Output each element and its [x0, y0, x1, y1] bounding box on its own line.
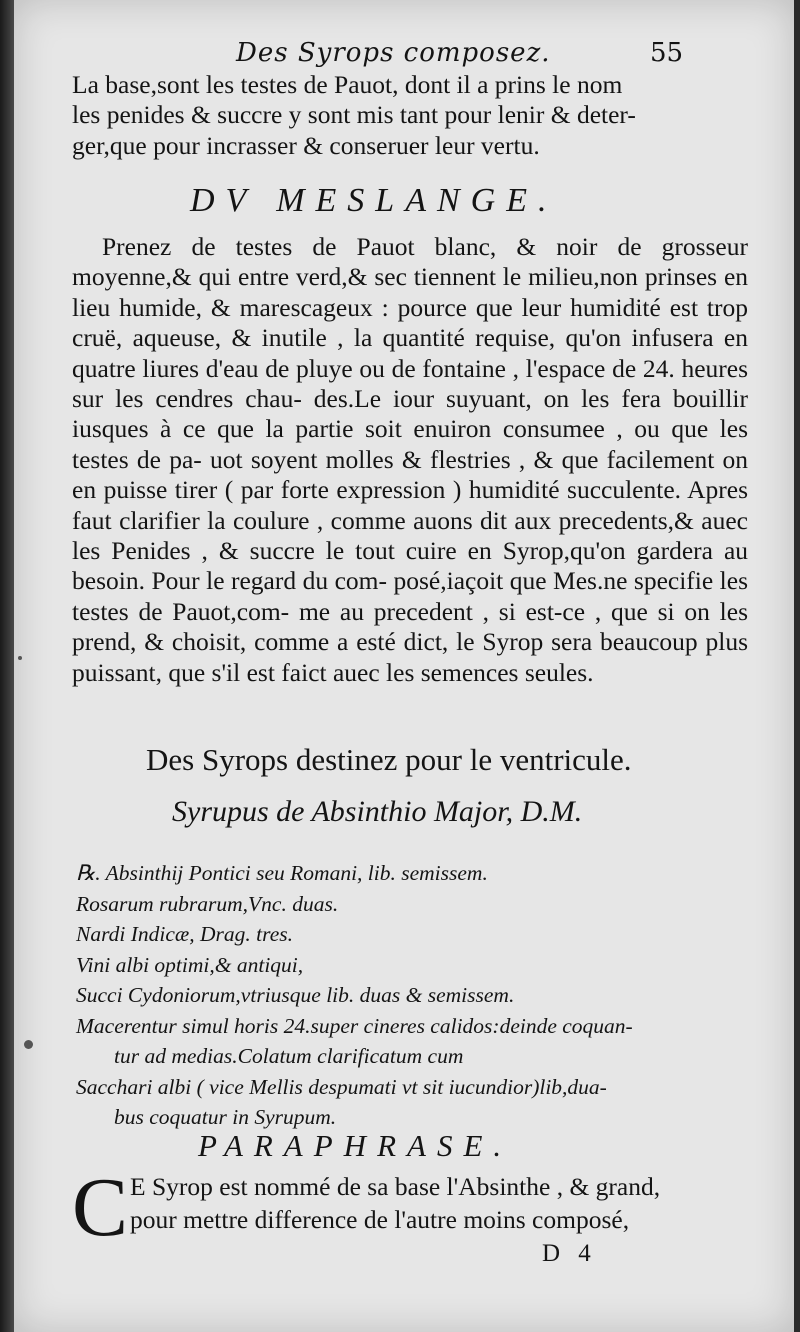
recipe-line: tur ad medias.Colatum clarificatum cum	[114, 1044, 464, 1068]
ink-spot	[18, 656, 22, 660]
section-title-ventricule: Des Syrops destinez pour le ventricule.	[146, 742, 632, 777]
recipe-line: ℞. Absinthij Pontici seu Romani, lib. semissem.	[76, 861, 488, 885]
text-line: humidité est trop cruë, aqueuse, & inutile , la quantité	[72, 292, 749, 353]
text-line: les penides & succre y sont mis tant pour lenir & deter-	[72, 100, 636, 130]
paragraph-text	[72, 232, 748, 688]
recipe-line: Nardi Indicæ, Drag. tres.	[76, 922, 293, 946]
recipe-block	[76, 858, 716, 1133]
text-line: prinses en lieu humide, & marescageux : pource que leur	[72, 262, 749, 322]
book-page	[14, 0, 794, 1332]
intro-paragraph	[72, 70, 748, 161]
text-line: Apres faut clarifier la coulure , comme auons dit aux	[72, 475, 749, 535]
recipe-line: Macerentur simul horis 24.super cineres calidos:deinde coquan-	[76, 1013, 633, 1038]
recipe-title: Syrupus de Absinthio Major, D.M.	[172, 795, 583, 828]
recipe-line: bus coquatur in Syrupum.	[114, 1105, 337, 1129]
text-line: de fontaine , l'espace de 24. heures sur les cendres chau-	[72, 353, 748, 414]
text-line: E Syrop est nommé de sa base l'Absinthe , & grand,	[130, 1172, 661, 1201]
text-line: pour mettre difference de l'autre moins composé,	[130, 1205, 630, 1234]
recipe-line: Succi Cydoniorum,vtriusque lib. duas & semissem.	[76, 983, 515, 1007]
text-line: La base,sont les testes de Pauot, dont il a prins le nom	[72, 70, 623, 99]
signature-mark: D 4	[542, 1240, 597, 1267]
text-line: que s'il est faict auec les semences seules.	[168, 657, 594, 687]
page-number: 55	[650, 38, 684, 68]
text-line: precedents,& auec les Penides , & succre le tout cuire en	[72, 505, 748, 566]
paraphrase-paragraph	[130, 1170, 750, 1236]
text-line: me au precedent , si est-ce , que si on les prend, & choisit,	[72, 596, 749, 657]
recipe-line: Sacchari albi ( vice Mellis despumati vt sit iucundior)lib,dua-	[76, 1074, 607, 1099]
section-heading-meslange: DV MESLANGE.	[190, 182, 558, 219]
text-line: requise, qu'on infusera en quatre liures d'eau de pluye ou	[72, 323, 748, 383]
text-line: Syrop,qu'on gardera au besoin. Pour le regard du com-	[72, 536, 749, 596]
text-line: comme a esté dict, le Syrop sera beaucoup plus puissant,	[72, 627, 749, 687]
ink-spot	[24, 1040, 33, 1049]
text-line: uot soyent molles & flestries , & que facilement on en	[72, 444, 749, 505]
text-line: ger,que pour incrasser & conseruer leur vertu.	[72, 130, 540, 160]
recipe-line: Vini albi optimi,& antiqui,	[76, 952, 304, 977]
section-heading-paraphrase: PARAPHRASE.	[198, 1128, 513, 1163]
text-line: la partie soit enuiron consumee , ou que les testes de pa-	[72, 414, 749, 474]
recipe-line: Rosarum rubrarum,Vnc. duas.	[76, 891, 339, 916]
text-line: des.Le iour suyuant, on les fera bouillir iusques à ce que	[72, 384, 749, 444]
book-gutter-shadow	[0, 0, 14, 1332]
text-line: moyenne,& qui entre verd,& sec tiennent le milieu,non	[72, 262, 638, 292]
text-line: posé,iaçoit que Mes.ne specifie les testes de Pauot,com-	[72, 566, 749, 626]
meslange-paragraph	[72, 232, 748, 688]
drop-cap: C	[72, 1161, 129, 1254]
text-line: puisse tirer ( par forte expression ) humidité succulente.	[103, 475, 682, 505]
running-title: Des Syrops composez.	[236, 38, 551, 68]
text-line: Prenez de testes de Pauot blanc, & noir de grosseur	[102, 232, 748, 261]
